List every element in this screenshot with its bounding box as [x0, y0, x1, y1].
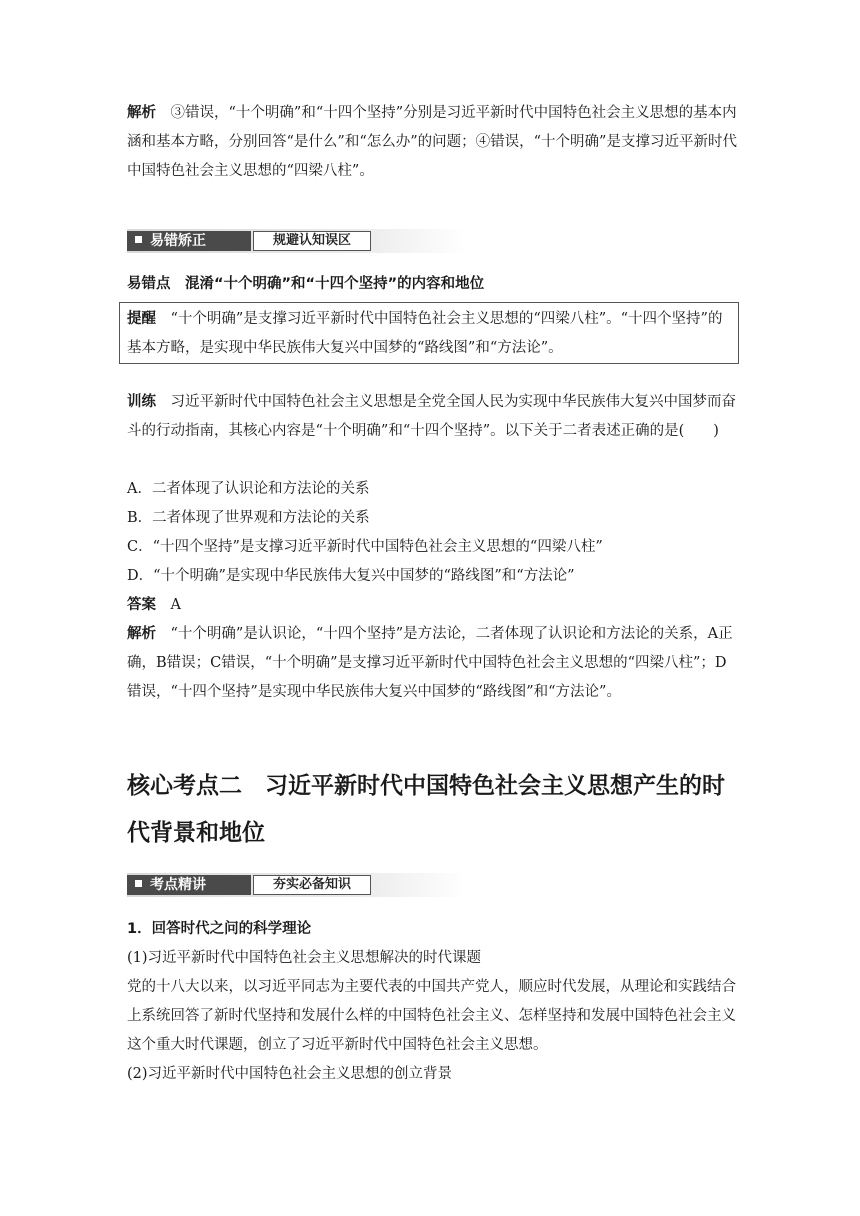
analysis-label-2: 解析	[127, 626, 156, 642]
banner-dark-tab	[127, 875, 251, 895]
mistake-point	[127, 270, 737, 299]
subsection-title-text: 1．回答时代之问的科学理论	[127, 921, 312, 937]
analysis-label: 解析	[127, 105, 156, 121]
section-banner-mistakes	[127, 229, 467, 253]
mistake-label: 易错点	[127, 276, 171, 292]
reminder-label: 提醒	[127, 311, 156, 327]
exercise-question	[127, 388, 737, 446]
banner-light-label: 夯实必备知识	[253, 875, 371, 895]
mistake-text: 混淆“十个明确”和“十四个坚持”的内容和地位	[185, 276, 485, 292]
subsection-title	[127, 915, 737, 944]
section-heading: 核心考点二 习近平新时代中国特色社会主义思想产生的时代背景和地位	[127, 773, 725, 846]
analysis-paragraph-1	[127, 99, 737, 186]
subsection-item-2: (2)习近平新时代中国特色社会主义思想的创立背景	[127, 1066, 453, 1082]
exercise-text: 习近平新时代中国特色社会主义思想是全党全国人民为实现中华民族伟大复兴中国梦而奋斗的行动指南，其核心内容是“十个明确”和“十四个坚持”。以下关于二者表述正确的是( )	[127, 394, 736, 439]
subsection-item-1: (1)习近平新时代中国特色社会主义思想解决的时代课题	[127, 950, 482, 966]
exercise-label: 训练	[127, 394, 156, 410]
answer-line	[127, 591, 737, 620]
option-b: B．二者体现了世界观和方法论的关系	[127, 510, 370, 526]
subsection-body: 党的十八大以来，以习近平同志为主要代表的中国共产党人，顺应时代发展，从理论和实践结合上系统回答了新时代坚持和发展什么样的中国特色社会主义、怎样坚持和发展中国特色社会主义这个重大时代课题，创立了习近平新时代中国特色社会主义思想。	[127, 979, 736, 1053]
banner-dark-label: 易错矫正	[150, 233, 206, 249]
option-a: A．二者体现了认识论和方法论的关系	[127, 481, 370, 497]
analysis-text-2: “十个明确”是认识论，“十四个坚持”是方法论，二者体现了认识论和方法论的关系，A正确，B错误；C错误，“十个明确”是支撑习近平新时代中国特色社会主义思想的“四梁八柱”；D错误，“十四个坚持”是实现中华民族伟大复兴中国梦的“路线图”和“方法论”。	[127, 626, 733, 700]
option-d: D．“十个明确”是实现中华民族伟大复兴中国梦的“路线图”和“方法论”	[127, 568, 575, 584]
banner-light-label: 规避认知误区	[253, 231, 371, 251]
answer-label: 答案	[127, 597, 156, 613]
square-bullet-icon	[135, 880, 142, 887]
section-banner-keypoints	[127, 873, 467, 897]
reminder-paragraph	[127, 305, 733, 363]
square-bullet-icon	[135, 236, 142, 243]
banner-dark-tab	[127, 231, 251, 251]
reminder-text: “十个明确”是支撑习近平新时代中国特色社会主义思想的“四梁八柱”。“十四个坚持”的基本方略，是实现中华民族伟大复兴中国梦的“路线图”和“方法论”。	[127, 311, 723, 356]
banner-dark-label: 考点精讲	[150, 877, 206, 893]
analysis-paragraph-2	[127, 620, 737, 707]
answer-value: A	[170, 597, 181, 613]
analysis-text: ③错误，“十个明确”和“十四个坚持”分别是习近平新时代中国特色社会主义思想的基本内涵和基本方略，分别回答“是什么”和“怎么办”的问题；④错误，“十个明确”是支撑习近平新时代中国特色社会主义思想的“四梁八柱”。	[127, 105, 737, 179]
option-c: C．“十四个坚持”是支撑习近平新时代中国特色社会主义思想的“四梁八柱”	[127, 539, 603, 555]
reminder-box	[119, 302, 739, 364]
